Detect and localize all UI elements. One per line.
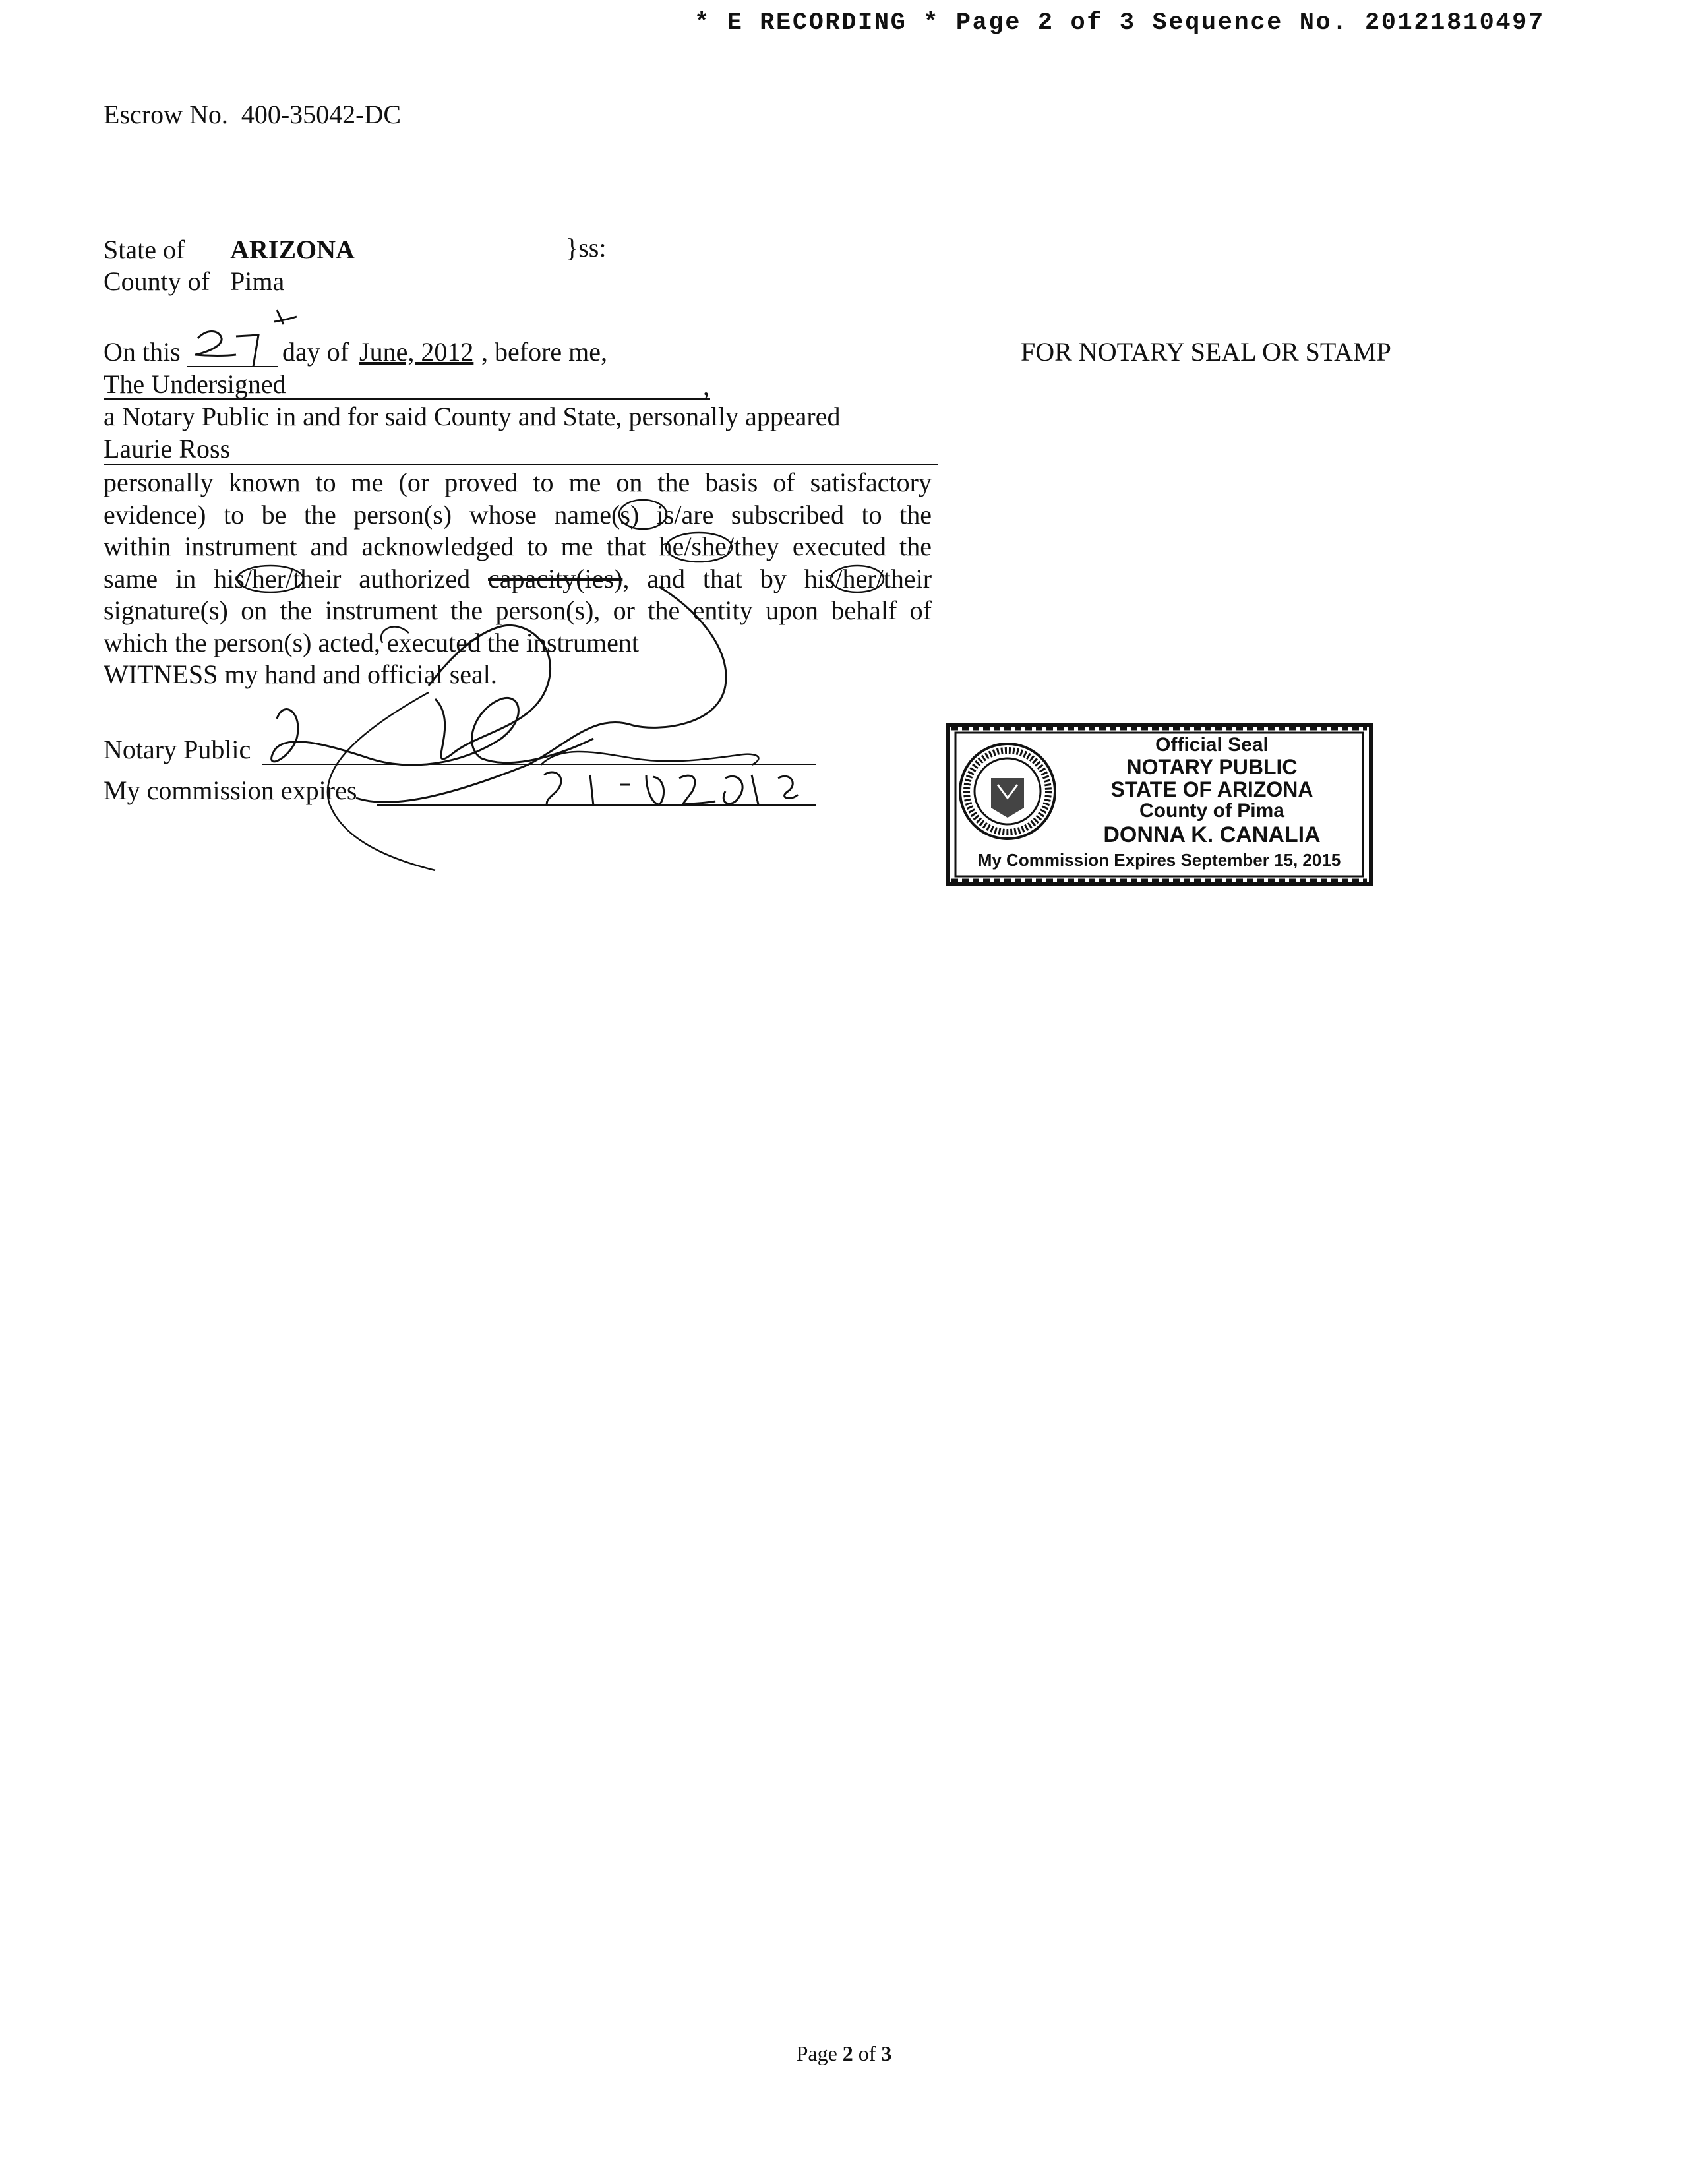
stamp-line-2: NOTARY PUBLIC xyxy=(1126,755,1298,779)
stamp-line-6: My Commission Expires September 15, 2015 xyxy=(977,850,1341,870)
footer-page-num: 2 xyxy=(842,2042,853,2065)
struck-capacity: capacity(ies) xyxy=(488,563,623,593)
appeared-name: Laurie Ross xyxy=(104,434,231,464)
escrow-label: Escrow No. xyxy=(104,100,228,129)
footer-page-total: 3 xyxy=(881,2042,892,2065)
commission-label: My commission expires xyxy=(104,775,357,805)
body-line-4a: same in his/her/their authorized xyxy=(104,563,489,593)
county-value: Pima xyxy=(230,266,285,296)
month-year: June, 2012 xyxy=(359,337,474,367)
ss-label: }ss: xyxy=(566,233,607,262)
stamp-line-1: Official Seal xyxy=(1155,734,1269,756)
officer-comma: , xyxy=(703,371,709,401)
before-me: , before me, xyxy=(481,337,608,367)
notary-stamp xyxy=(945,722,1373,887)
footer-page-prefix: Page xyxy=(796,2042,837,2065)
footer-page-of: of xyxy=(858,2042,876,2065)
escrow-number: 400-35042-DC xyxy=(241,100,402,129)
body-line-2: evidence) to be the person(s) whose name(s) is/are subscribed to the xyxy=(104,499,932,530)
body-line-5: signature(s) on the instrument the person(s), or the entity upon behalf of xyxy=(104,595,932,625)
state-value: ARIZONA xyxy=(230,235,355,264)
recording-header: * E RECORDING * Page 2 of 3 Sequence No. 20121810497 xyxy=(694,9,1545,37)
body-line-4b: , and that by his/her/their xyxy=(622,563,932,593)
county-label: County of xyxy=(104,266,210,296)
on-this-label: On this xyxy=(104,337,181,367)
page-footer xyxy=(0,2042,1688,2066)
state-label: State of xyxy=(104,235,185,264)
stamp-line-4: County of Pima xyxy=(1139,800,1284,822)
stamp-line-5: DONNA K. CANALIA xyxy=(1103,822,1321,847)
day-of-label: day of xyxy=(282,337,349,367)
body-line-3: within instrument and acknowledged to me that he/she/they executed the xyxy=(104,531,932,561)
stamp-line-3: STATE OF ARIZONA xyxy=(1110,777,1313,801)
notary-public-label: Notary Public xyxy=(104,735,251,764)
body-line-6: which the person(s) acted, executed the instrument xyxy=(104,627,639,657)
seal-caption: FOR NOTARY SEAL OR STAMP xyxy=(1021,337,1391,367)
body-line-1: personally known to me (or proved to me on the basis of satisfactory xyxy=(104,468,932,497)
officer-name: The Undersigned xyxy=(104,369,286,399)
witness-line: WITNESS my hand and official seal. xyxy=(104,659,497,689)
notary-statement: a Notary Public in and for said County and State, personally appeared xyxy=(104,402,841,431)
